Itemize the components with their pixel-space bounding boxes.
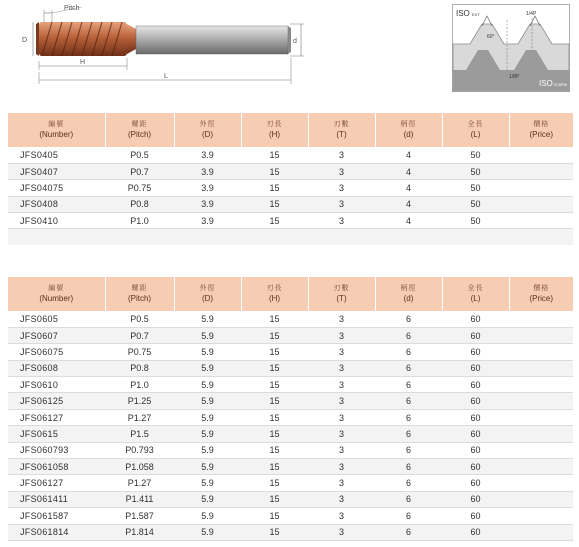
cell-flute-length: 15 — [241, 311, 308, 327]
cell-price — [509, 360, 573, 376]
pitch-label: Pitch — [64, 5, 80, 12]
header-overall-length: 全長 (L) — [442, 113, 509, 147]
d-minor-label: d — [293, 38, 297, 45]
cell-shank-diameter: 6 — [375, 409, 442, 425]
cell-outer-diameter: 5.9 — [174, 491, 241, 507]
cell-flute-length: 15 — [241, 196, 308, 212]
header-pitch: 螺距 (Pitch) — [105, 277, 174, 311]
cell-outer-diameter: 5.9 — [174, 360, 241, 376]
cell-flute-count: 3 — [308, 311, 375, 327]
bottom-fraction-label: 1/8P — [509, 74, 520, 80]
table-row — [8, 213, 573, 229]
cell-price — [509, 377, 573, 393]
cell-price — [509, 491, 573, 507]
blank-cell — [375, 229, 442, 245]
table-row — [8, 524, 573, 540]
cell-number: JFS0407 — [8, 163, 105, 179]
cell-shank-diameter: 4 — [375, 163, 442, 179]
cell-shank-diameter: 6 — [375, 311, 442, 327]
iso-ext-label: ISO — [456, 9, 470, 18]
table-header-row — [8, 277, 573, 311]
cell-price — [509, 311, 573, 327]
cell-flute-count: 3 — [308, 491, 375, 507]
cell-outer-diameter: 3.9 — [174, 180, 241, 196]
cell-flute-count: 3 — [308, 409, 375, 425]
cell-flute-count: 3 — [308, 393, 375, 409]
thread-profile-drawing — [452, 4, 570, 92]
header-flute-length: 刃長 (H) — [241, 113, 308, 147]
spec-table-4mm-shank — [8, 113, 573, 245]
tool-dimension-drawing — [6, 2, 306, 94]
cell-price — [509, 459, 573, 475]
cell-pitch: P1.0 — [105, 213, 174, 229]
cell-price — [509, 524, 573, 540]
cell-overall-length: 60 — [442, 344, 509, 360]
cell-flute-count: 3 — [308, 524, 375, 540]
cell-pitch: P1.0 — [105, 377, 174, 393]
cell-outer-diameter: 5.9 — [174, 409, 241, 425]
cell-shank-diameter: 6 — [375, 475, 442, 491]
cell-overall-length: 60 — [442, 524, 509, 540]
cell-overall-length: 50 — [442, 147, 509, 163]
cell-pitch: P1.25 — [105, 393, 174, 409]
table-row — [8, 180, 573, 196]
table-header-row — [8, 113, 573, 147]
cell-flute-length: 15 — [241, 180, 308, 196]
cell-pitch: P1.27 — [105, 475, 174, 491]
cell-overall-length: 60 — [442, 491, 509, 507]
cell-flute-length: 15 — [241, 393, 308, 409]
cell-number: JFS0608 — [8, 360, 105, 376]
cell-number: JFS0410 — [8, 213, 105, 229]
header-outer-diameter: 外徑 (D) — [174, 277, 241, 311]
cell-number: JFS06125 — [8, 393, 105, 409]
cell-flute-length: 15 — [241, 163, 308, 179]
cell-price — [509, 426, 573, 442]
cell-outer-diameter: 5.9 — [174, 344, 241, 360]
cell-price — [509, 344, 573, 360]
cell-number: JFS061411 — [8, 491, 105, 507]
blank-cell — [509, 229, 573, 245]
cell-shank-diameter: 6 — [375, 344, 442, 360]
header-shank-diameter: 柄徑 (d) — [375, 113, 442, 147]
cell-overall-length: 60 — [442, 475, 509, 491]
cell-shank-diameter: 6 — [375, 327, 442, 343]
blank-cell — [8, 229, 105, 245]
table-row — [8, 393, 573, 409]
cell-shank-diameter: 4 — [375, 213, 442, 229]
cell-number: JFS0610 — [8, 377, 105, 393]
cell-flute-length: 15 — [241, 213, 308, 229]
cell-flute-count: 3 — [308, 163, 375, 179]
cell-outer-diameter: 5.9 — [174, 377, 241, 393]
cell-shank-diameter: 6 — [375, 524, 442, 540]
cell-shank-diameter: 6 — [375, 426, 442, 442]
cell-outer-diameter: 5.9 — [174, 393, 241, 409]
cell-flute-count: 3 — [308, 442, 375, 458]
blank-cell — [241, 229, 308, 245]
cell-flute-length: 15 — [241, 442, 308, 458]
cell-price — [509, 147, 573, 163]
cell-price — [509, 213, 573, 229]
cell-flute-count: 3 — [308, 508, 375, 524]
h-label: H — [80, 59, 86, 66]
cell-shank-diameter: 4 — [375, 147, 442, 163]
cell-overall-length: 50 — [442, 213, 509, 229]
cell-outer-diameter: 5.9 — [174, 426, 241, 442]
cell-flute-length: 15 — [241, 491, 308, 507]
table-row — [8, 377, 573, 393]
cell-number: JFS06127 — [8, 475, 105, 491]
cell-flute-length: 15 — [241, 459, 308, 475]
cell-flute-length: 15 — [241, 377, 308, 393]
cell-flute-length: 15 — [241, 426, 308, 442]
cell-overall-length: 50 — [442, 196, 509, 212]
cell-pitch: P0.793 — [105, 442, 174, 458]
iso-screw-sub-label: SCREW — [554, 83, 568, 87]
cell-outer-diameter: 5.9 — [174, 311, 241, 327]
cell-number: JFS06127 — [8, 409, 105, 425]
cell-flute-count: 3 — [308, 147, 375, 163]
cell-flute-count: 3 — [308, 475, 375, 491]
table-row — [8, 196, 573, 212]
cell-number: JFS060793 — [8, 442, 105, 458]
cell-price — [509, 163, 573, 179]
cell-pitch: P0.75 — [105, 344, 174, 360]
iso-screw-label: ISO — [539, 79, 553, 88]
cell-price — [509, 409, 573, 425]
cell-number: JFS0408 — [8, 196, 105, 212]
header-outer-diameter: 外徑 (D) — [174, 113, 241, 147]
table-row — [8, 459, 573, 475]
cell-number: JFS0405 — [8, 147, 105, 163]
cell-shank-diameter: 4 — [375, 180, 442, 196]
cell-shank-diameter: 6 — [375, 459, 442, 475]
cell-outer-diameter: 5.9 — [174, 524, 241, 540]
cell-price — [509, 508, 573, 524]
cell-outer-diameter: 3.9 — [174, 213, 241, 229]
cell-flute-count: 3 — [308, 180, 375, 196]
cell-price — [509, 196, 573, 212]
header-number: 編號 (Number) — [8, 113, 105, 147]
blank-cell — [174, 229, 241, 245]
table-row — [8, 508, 573, 524]
table-row — [8, 426, 573, 442]
cell-overall-length: 60 — [442, 377, 509, 393]
blank-row — [8, 229, 573, 245]
cell-number: JFS04075 — [8, 180, 105, 196]
cell-pitch: P0.8 — [105, 196, 174, 212]
cell-pitch: P0.7 — [105, 163, 174, 179]
cell-outer-diameter: 5.9 — [174, 475, 241, 491]
cell-overall-length: 50 — [442, 163, 509, 179]
header-shank-diameter: 柄徑 (d) — [375, 277, 442, 311]
cell-flute-length: 15 — [241, 475, 308, 491]
blank-cell — [308, 229, 375, 245]
cell-pitch: P0.5 — [105, 311, 174, 327]
top-fraction-label: 1/4P — [526, 11, 537, 17]
cell-shank-diameter: 6 — [375, 491, 442, 507]
d-major-label: D — [22, 37, 28, 44]
cell-flute-length: 15 — [241, 508, 308, 524]
cell-shank-diameter: 6 — [375, 393, 442, 409]
shank-section — [136, 26, 288, 54]
cell-outer-diameter: 5.9 — [174, 442, 241, 458]
l-label: L — [164, 73, 168, 80]
cell-pitch: P0.5 — [105, 147, 174, 163]
cell-price — [509, 180, 573, 196]
cell-pitch: P1.058 — [105, 459, 174, 475]
cell-outer-diameter: 3.9 — [174, 163, 241, 179]
cell-outer-diameter: 3.9 — [174, 147, 241, 163]
table-row — [8, 491, 573, 507]
header-flute-count: 刃數 (T) — [308, 277, 375, 311]
cell-flute-length: 15 — [241, 409, 308, 425]
cell-pitch: P0.7 — [105, 327, 174, 343]
cell-outer-diameter: 5.9 — [174, 459, 241, 475]
cell-flute-count: 3 — [308, 377, 375, 393]
cell-number: JFS0615 — [8, 426, 105, 442]
header-overall-length: 全長 (L) — [442, 277, 509, 311]
cell-price — [509, 327, 573, 343]
cell-outer-diameter: 5.9 — [174, 327, 241, 343]
table-row — [8, 163, 573, 179]
cell-shank-diameter: 4 — [375, 196, 442, 212]
cell-price — [509, 393, 573, 409]
cell-flute-length: 15 — [241, 147, 308, 163]
cell-pitch: P1.411 — [105, 491, 174, 507]
cell-overall-length: 60 — [442, 360, 509, 376]
cell-flute-length: 15 — [241, 360, 308, 376]
cell-flute-count: 3 — [308, 196, 375, 212]
cell-flute-length: 15 — [241, 327, 308, 343]
cell-overall-length: 50 — [442, 180, 509, 196]
cell-flute-count: 3 — [308, 426, 375, 442]
cell-overall-length: 60 — [442, 311, 509, 327]
cell-flute-length: 15 — [241, 524, 308, 540]
table-row — [8, 147, 573, 163]
cell-pitch: P1.27 — [105, 409, 174, 425]
header-flute-count: 刃數 (T) — [308, 113, 375, 147]
cell-number: JFS061058 — [8, 459, 105, 475]
header-price: 價格 (Price) — [509, 113, 573, 147]
table-row — [8, 360, 573, 376]
cell-shank-diameter: 6 — [375, 377, 442, 393]
cell-number: JFS06075 — [8, 344, 105, 360]
iso-ext-sub-label: EXT — [472, 12, 480, 17]
cell-pitch: P0.8 — [105, 360, 174, 376]
cell-number: JFS061587 — [8, 508, 105, 524]
header-price: 價格 (Price) — [509, 277, 573, 311]
header-flute-length: 刃長 (H) — [241, 277, 308, 311]
table-row — [8, 475, 573, 491]
cell-outer-diameter: 3.9 — [174, 196, 241, 212]
table-row — [8, 311, 573, 327]
cell-overall-length: 60 — [442, 442, 509, 458]
cell-overall-length: 60 — [442, 508, 509, 524]
header-pitch: 螺距 (Pitch) — [105, 113, 174, 147]
cell-pitch: P1.5 — [105, 426, 174, 442]
cell-overall-length: 60 — [442, 409, 509, 425]
table-row — [8, 327, 573, 343]
table-row — [8, 344, 573, 360]
cell-flute-count: 3 — [308, 459, 375, 475]
cell-number: JFS061814 — [8, 524, 105, 540]
cell-overall-length: 60 — [442, 426, 509, 442]
cell-shank-diameter: 6 — [375, 508, 442, 524]
header-number: 編號 (Number) — [8, 277, 105, 311]
cell-flute-count: 3 — [308, 213, 375, 229]
cell-pitch: P0.75 — [105, 180, 174, 196]
cell-overall-length: 60 — [442, 459, 509, 475]
spec-table-6mm-shank — [8, 277, 573, 541]
cell-pitch: P1.587 — [105, 508, 174, 524]
table-row — [8, 442, 573, 458]
angle-label: 60° — [487, 34, 495, 40]
cell-price — [509, 475, 573, 491]
cell-overall-length: 60 — [442, 327, 509, 343]
table-row — [8, 409, 573, 425]
cell-shank-diameter: 6 — [375, 360, 442, 376]
cell-outer-diameter: 5.9 — [174, 508, 241, 524]
cell-number: JFS0605 — [8, 311, 105, 327]
blank-cell — [442, 229, 509, 245]
cell-number: JFS0607 — [8, 327, 105, 343]
cell-flute-count: 3 — [308, 344, 375, 360]
cell-pitch: P1.814 — [105, 524, 174, 540]
cell-overall-length: 60 — [442, 393, 509, 409]
cell-price — [509, 442, 573, 458]
cell-shank-diameter: 6 — [375, 442, 442, 458]
cell-flute-count: 3 — [308, 360, 375, 376]
blank-cell — [105, 229, 174, 245]
cell-flute-length: 15 — [241, 344, 308, 360]
cell-flute-count: 3 — [308, 327, 375, 343]
